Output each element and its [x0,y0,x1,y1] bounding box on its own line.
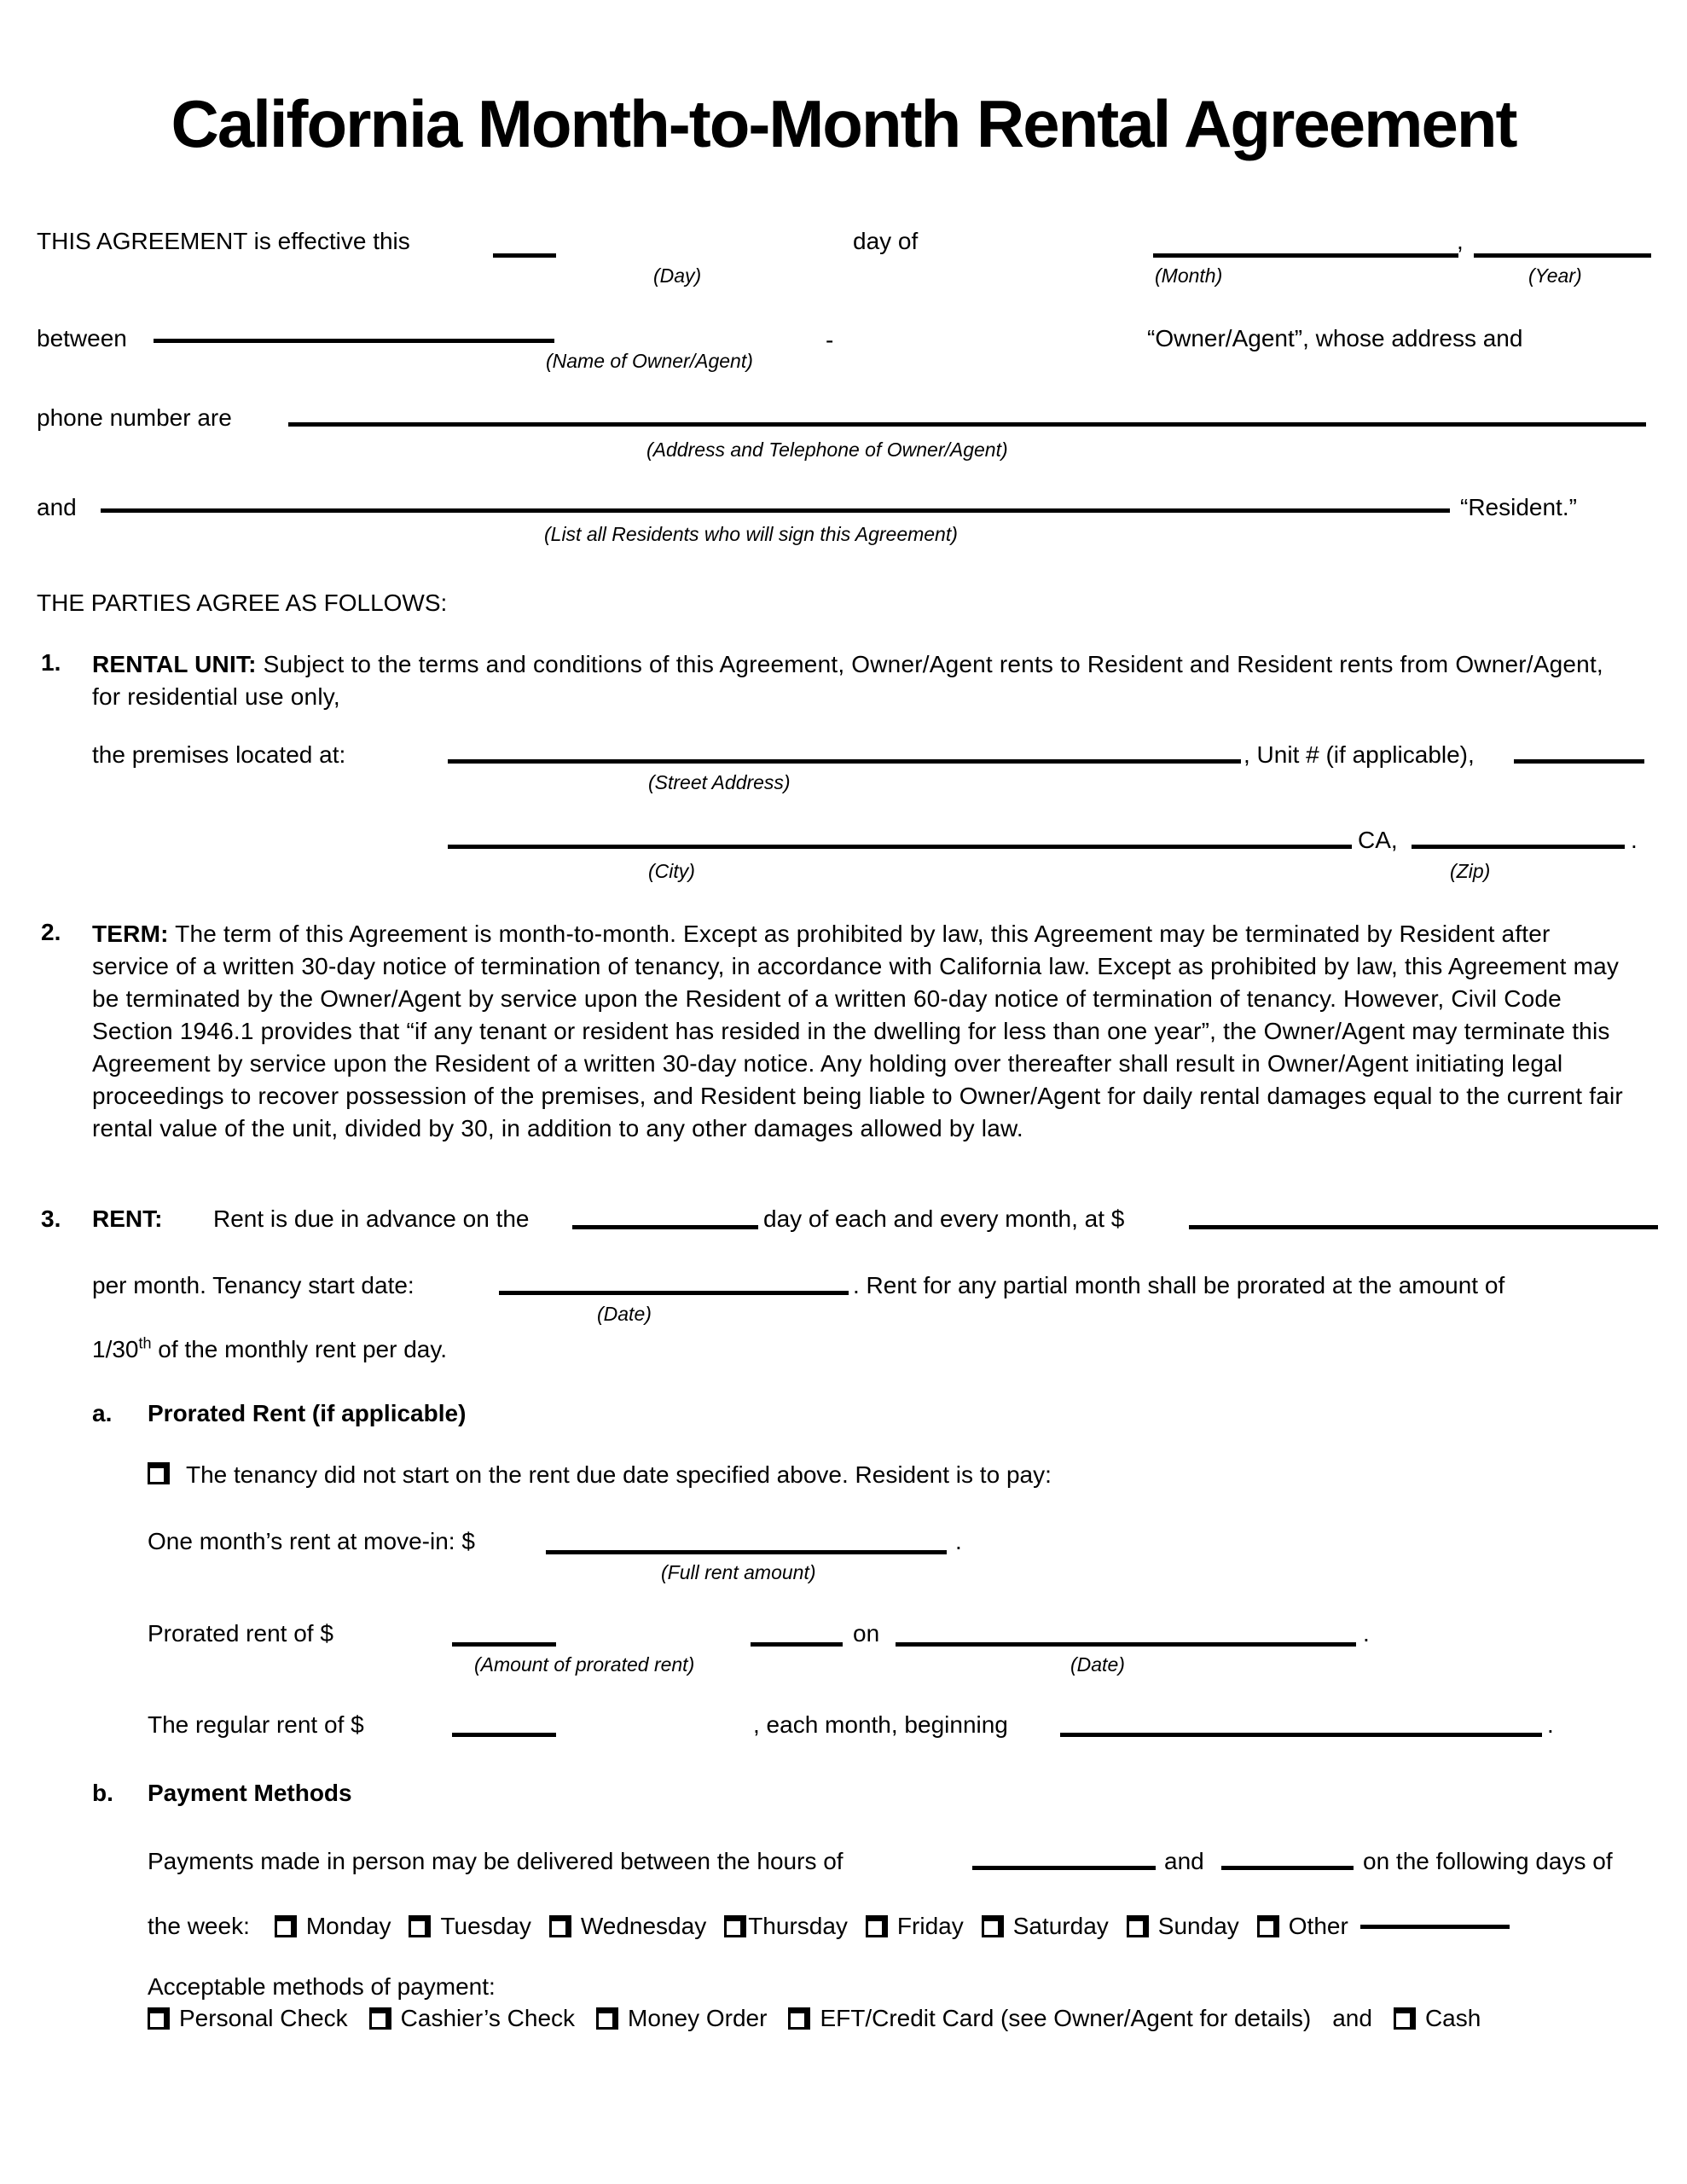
day-item-monday: Monday [275,1913,391,1940]
hours-suffix: on the following days of [1363,1848,1613,1874]
per-month-text: per month. Tenancy start date: [92,1272,415,1298]
owner-agent-text: “Owner/Agent”, whose address and [1147,325,1523,351]
street-address-field[interactable] [448,759,1241,764]
period-text: . [1631,827,1638,853]
day-caption: (Day) [653,264,702,287]
owner-name-field[interactable] [154,339,554,343]
hours-to-field[interactable] [1221,1866,1354,1870]
effective-prefix: THIS AGREEMENT is effective this [37,228,410,254]
hours-from-field[interactable] [972,1866,1156,1870]
cash-checkbox[interactable] [1394,2007,1416,2030]
section-2-paragraph [92,918,1623,1145]
day-item-other: Other [1257,1913,1510,1940]
city-caption: (City) [648,860,695,882]
city-field[interactable] [448,845,1352,849]
tenancy-date-caption: (Date) [597,1303,652,1325]
section-2-number: 2. [41,919,61,945]
fraction-superscript: th [138,1334,152,1352]
tenancy-not-start-checkbox[interactable] [148,1462,170,1484]
residents-caption: (List all Residents who will sign this Agreement) [544,523,958,545]
section-1-body: Subject to the terms and conditions of this Agreement, Owner/Agent rents to Resident and Resident rents from Owner/Agent, for residential use only, [92,651,1603,710]
prorated-rent-prefix: Prorated rent of $ [148,1620,333,1647]
dash-text: - [826,327,834,353]
personal-check-checkbox[interactable] [148,2007,170,2030]
regular-period: . [1547,1711,1554,1738]
section-1-heading: RENTAL UNIT: [92,651,257,677]
year-caption: (Year) [1528,264,1582,287]
prorated-date-caption: (Date) [1070,1653,1125,1676]
subsection-a-heading: Prorated Rent (if applicable) [148,1400,467,1426]
saturday-checkbox[interactable] [982,1915,1004,1937]
full-rent-caption: (Full rent amount) [661,1561,816,1583]
effective-month-field[interactable] [1153,253,1458,258]
premises-prefix: the premises located at: [92,741,346,768]
resident-text: “Resident.” [1460,494,1577,520]
partial-month-text: . Rent for any partial month shall be prorated at the amount of [853,1272,1505,1298]
prorated-amount-field[interactable] [452,1642,556,1647]
prorated-date-field[interactable] [896,1642,1356,1647]
hours-prefix: Payments made in person may be delivered between the hours of [148,1848,844,1874]
section-2-heading: TERM: [92,921,169,947]
friday-checkbox[interactable] [866,1915,888,1937]
owner-address-field[interactable] [288,422,1646,427]
prorated-amount-caption: (Amount of prorated rent) [474,1653,695,1676]
unit-text: , Unit # (if applicable), [1244,741,1475,768]
full-rent-amount-field[interactable] [546,1550,947,1554]
subsection-b-letter: b. [92,1780,113,1806]
unit-number-field[interactable] [1514,759,1644,764]
day-of-text: day of [853,228,919,254]
street-address-caption: (Street Address) [648,771,791,793]
method-item-cashiers-check: Cashier’s Check [369,2005,575,2032]
regular-rent-field[interactable] [452,1733,556,1737]
rent-amount-field[interactable] [1189,1225,1658,1229]
cashiers-check-checkbox[interactable] [369,2007,391,2030]
week-prefix: the week: [148,1913,250,1939]
money-order-checkbox[interactable] [596,2007,618,2030]
day-item-thursday: Thursday [724,1913,848,1940]
rent-due-day-field[interactable] [572,1225,758,1229]
regular-beginning-field[interactable] [1060,1733,1542,1737]
and-text: and [37,494,77,520]
day-item-friday: Friday [866,1913,964,1940]
rent-due-mid: day of each and every month, at $ [763,1205,1125,1232]
method-item-personal-check: Personal Check [148,2005,348,2032]
zip-caption: (Zip) [1450,860,1491,882]
regular-rent-prefix: The regular rent of $ [148,1711,364,1738]
subsection-b-heading: Payment Methods [148,1780,352,1806]
phone-prefix: phone number are [37,404,232,431]
rent-due-prefix: Rent is due in advance on the [213,1205,530,1232]
tenancy-not-start-text: The tenancy did not start on the rent due date specified above. Resident is to pay: [186,1461,1052,1488]
day-item-saturday: Saturday [982,1913,1109,1940]
agree-heading: THE PARTIES AGREE AS FOLLOWS: [37,590,448,616]
one-month-period: . [955,1528,962,1554]
other-checkbox[interactable] [1257,1915,1279,1937]
section-3-number: 3. [41,1205,61,1232]
prorated-fraction-text: 1/30th of the monthly rent per day. [92,1334,448,1362]
method-item-eft-credit-card: EFT/Credit Card (see Owner/Agent for details) [788,2005,1311,2032]
section-3-heading: RENT: [92,1205,163,1232]
document-title: California Month-to-Month Rental Agreement [171,86,1516,161]
tuesday-checkbox[interactable] [409,1915,431,1937]
between-text: between [37,325,127,351]
effective-day-field[interactable] [493,253,556,258]
method-item-money-order: Money Order [596,2005,767,2032]
section-1-paragraph [92,648,1623,713]
effective-year-field[interactable] [1474,253,1651,258]
payment-methods-row [148,2005,1481,2032]
subsection-a-letter: a. [92,1400,113,1426]
day-item-sunday: Sunday [1127,1913,1239,1940]
method-item-cash: Cash [1394,2005,1481,2032]
week-days-row [148,1913,1510,1940]
zip-field[interactable] [1412,845,1625,849]
other-day-field[interactable] [1360,1925,1510,1929]
prorated-on-text: on [853,1620,880,1647]
residents-field[interactable] [101,508,1450,513]
eft-credit-card-checkbox[interactable] [788,2007,810,2030]
month-caption: (Month) [1155,264,1223,287]
prorated-extra-field[interactable] [751,1642,843,1647]
one-month-prefix: One month’s rent at move-in: $ [148,1528,475,1554]
prorated-period: . [1363,1620,1370,1647]
owner-name-caption: (Name of Owner/Agent) [546,350,753,372]
section-1-number: 1. [41,649,61,676]
day-item-wednesday: Wednesday [549,1913,706,1940]
methods-and-text: and [1332,2005,1372,2031]
day-item-tuesday: Tuesday [409,1913,530,1940]
tenancy-start-date-field[interactable] [499,1291,849,1295]
hours-and-text: and [1164,1848,1204,1874]
ca-text: CA, [1358,827,1398,853]
monday-checkbox[interactable] [275,1915,297,1937]
sunday-checkbox[interactable] [1127,1915,1149,1937]
thursday-checkbox[interactable] [724,1915,746,1937]
regular-rent-mid: , each month, beginning [753,1711,1008,1738]
acceptable-heading: Acceptable methods of payment: [148,1973,496,2000]
comma-text: , [1457,228,1464,254]
owner-address-caption: (Address and Telephone of Owner/Agent) [646,439,1008,461]
section-2-body: The term of this Agreement is month-to-month. Except as prohibited by law, this Agreement may be terminated by Resident after service of a written 30-day notice of termination of tenancy, in accordance with California law. Except as prohibited by law, this Agreement may be terminated by the Owner/Agent by service upon the Resident of a written 60-day notice of termination of tenancy. However, Civil Code Section 1946.1 provides that “if any tenant or resident has resided in the dwelling for less than one year”, the Owner/Agent may terminate this Agreement by service upon the Resident of a written 30-day notice. Any holding over thereafter shall result in Owner/Agent initiating legal proceedings to recover possession of the premises, and Resident being liable to Owner/Agent for daily rental damages equal to the current fair rental value of the unit, divided by 30, in addition to any other damages allowed by law. [92,921,1623,1141]
wednesday-checkbox[interactable] [549,1915,571,1937]
